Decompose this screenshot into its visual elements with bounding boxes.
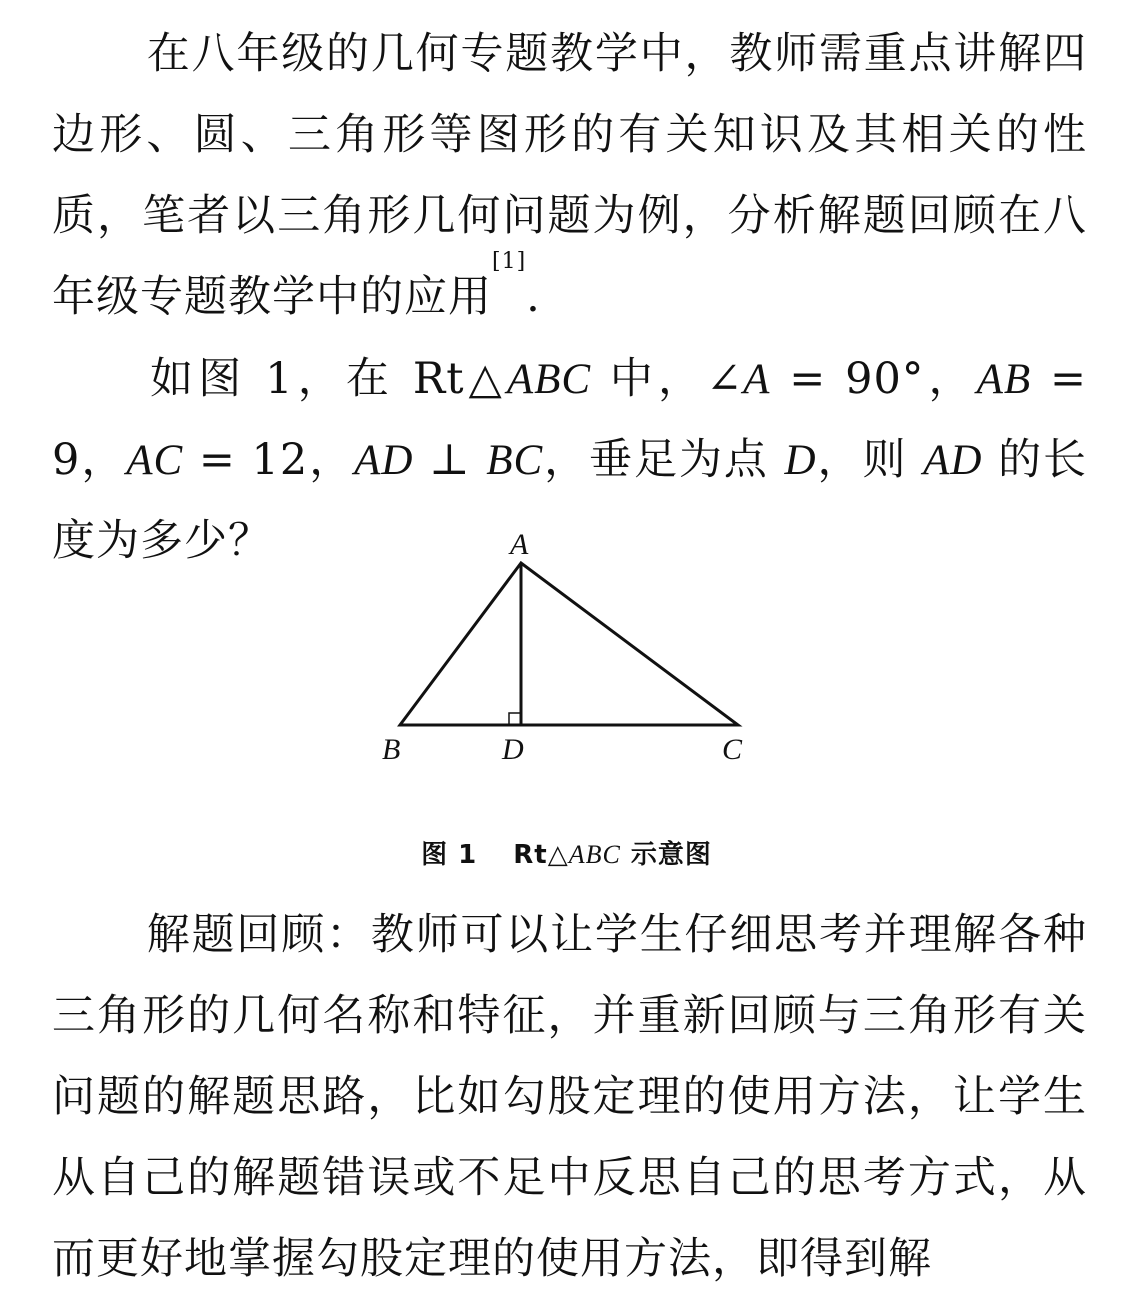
intro-paragraph (52, 14, 1087, 338)
problem-text: = 90°， (770, 354, 977, 404)
vertex-label-d: D (502, 733, 524, 766)
triangle-diagram (370, 525, 770, 785)
intro-end: . (526, 272, 541, 322)
problem-text: = 12， (183, 435, 355, 485)
triangle-abc (400, 563, 738, 725)
math-var: BC (486, 437, 544, 484)
problem-text: ⊥ (413, 435, 487, 485)
math-var: A (743, 356, 771, 403)
math-var: AD (923, 437, 983, 484)
math-var: AD (354, 437, 414, 484)
vertex-label-b: B (382, 733, 401, 766)
review-text: 解题回顾：教师可以让学生仔细思考并理解各种三角形的几何名称和特征，并重新回顾与三角形有关问题的解题思路，比如勾股定理的使用方法，让学生从自己的解题错误或不足中反思自己的思考方式，从而更好地掌握勾股定理的使用方法，即得到解 (52, 910, 1087, 1284)
problem-text: 中，∠ (591, 354, 744, 404)
review-paragraph (52, 895, 1087, 1300)
math-var: AB (976, 356, 1032, 403)
problem-text: ，则 (816, 435, 924, 485)
triangle-figure (370, 525, 770, 785)
problem-text: 如图 1，在 Rt△ (146, 354, 507, 404)
figure-caption (0, 834, 1133, 871)
caption-abc: ABC (568, 840, 621, 869)
reference-marker: [1] (492, 249, 527, 274)
problem-text: = 9， (52, 354, 1087, 485)
intro-text: 在八年级的几何专题教学中，教师需重点讲解四边形、圆、三角形等图形的有关知识及其相关的性质，笔者以三角形几何问题为例，分析解题回顾在八年级专题教学中的应用 (52, 29, 1087, 322)
vertex-label-a: A (510, 528, 529, 561)
vertex-label-c: C (722, 733, 743, 766)
caption-prefix: Rt△ (513, 840, 569, 870)
right-angle-mark (509, 713, 521, 725)
math-var: D (784, 437, 817, 484)
problem-text: ，垂足为点 (543, 435, 785, 485)
caption-number: 图 1 (421, 840, 478, 870)
math-var: ABC (506, 356, 592, 403)
problem-text: 的长度为多少？ (52, 435, 1088, 566)
caption-suffix: 示意图 (620, 840, 712, 870)
math-var: AC (126, 437, 184, 484)
